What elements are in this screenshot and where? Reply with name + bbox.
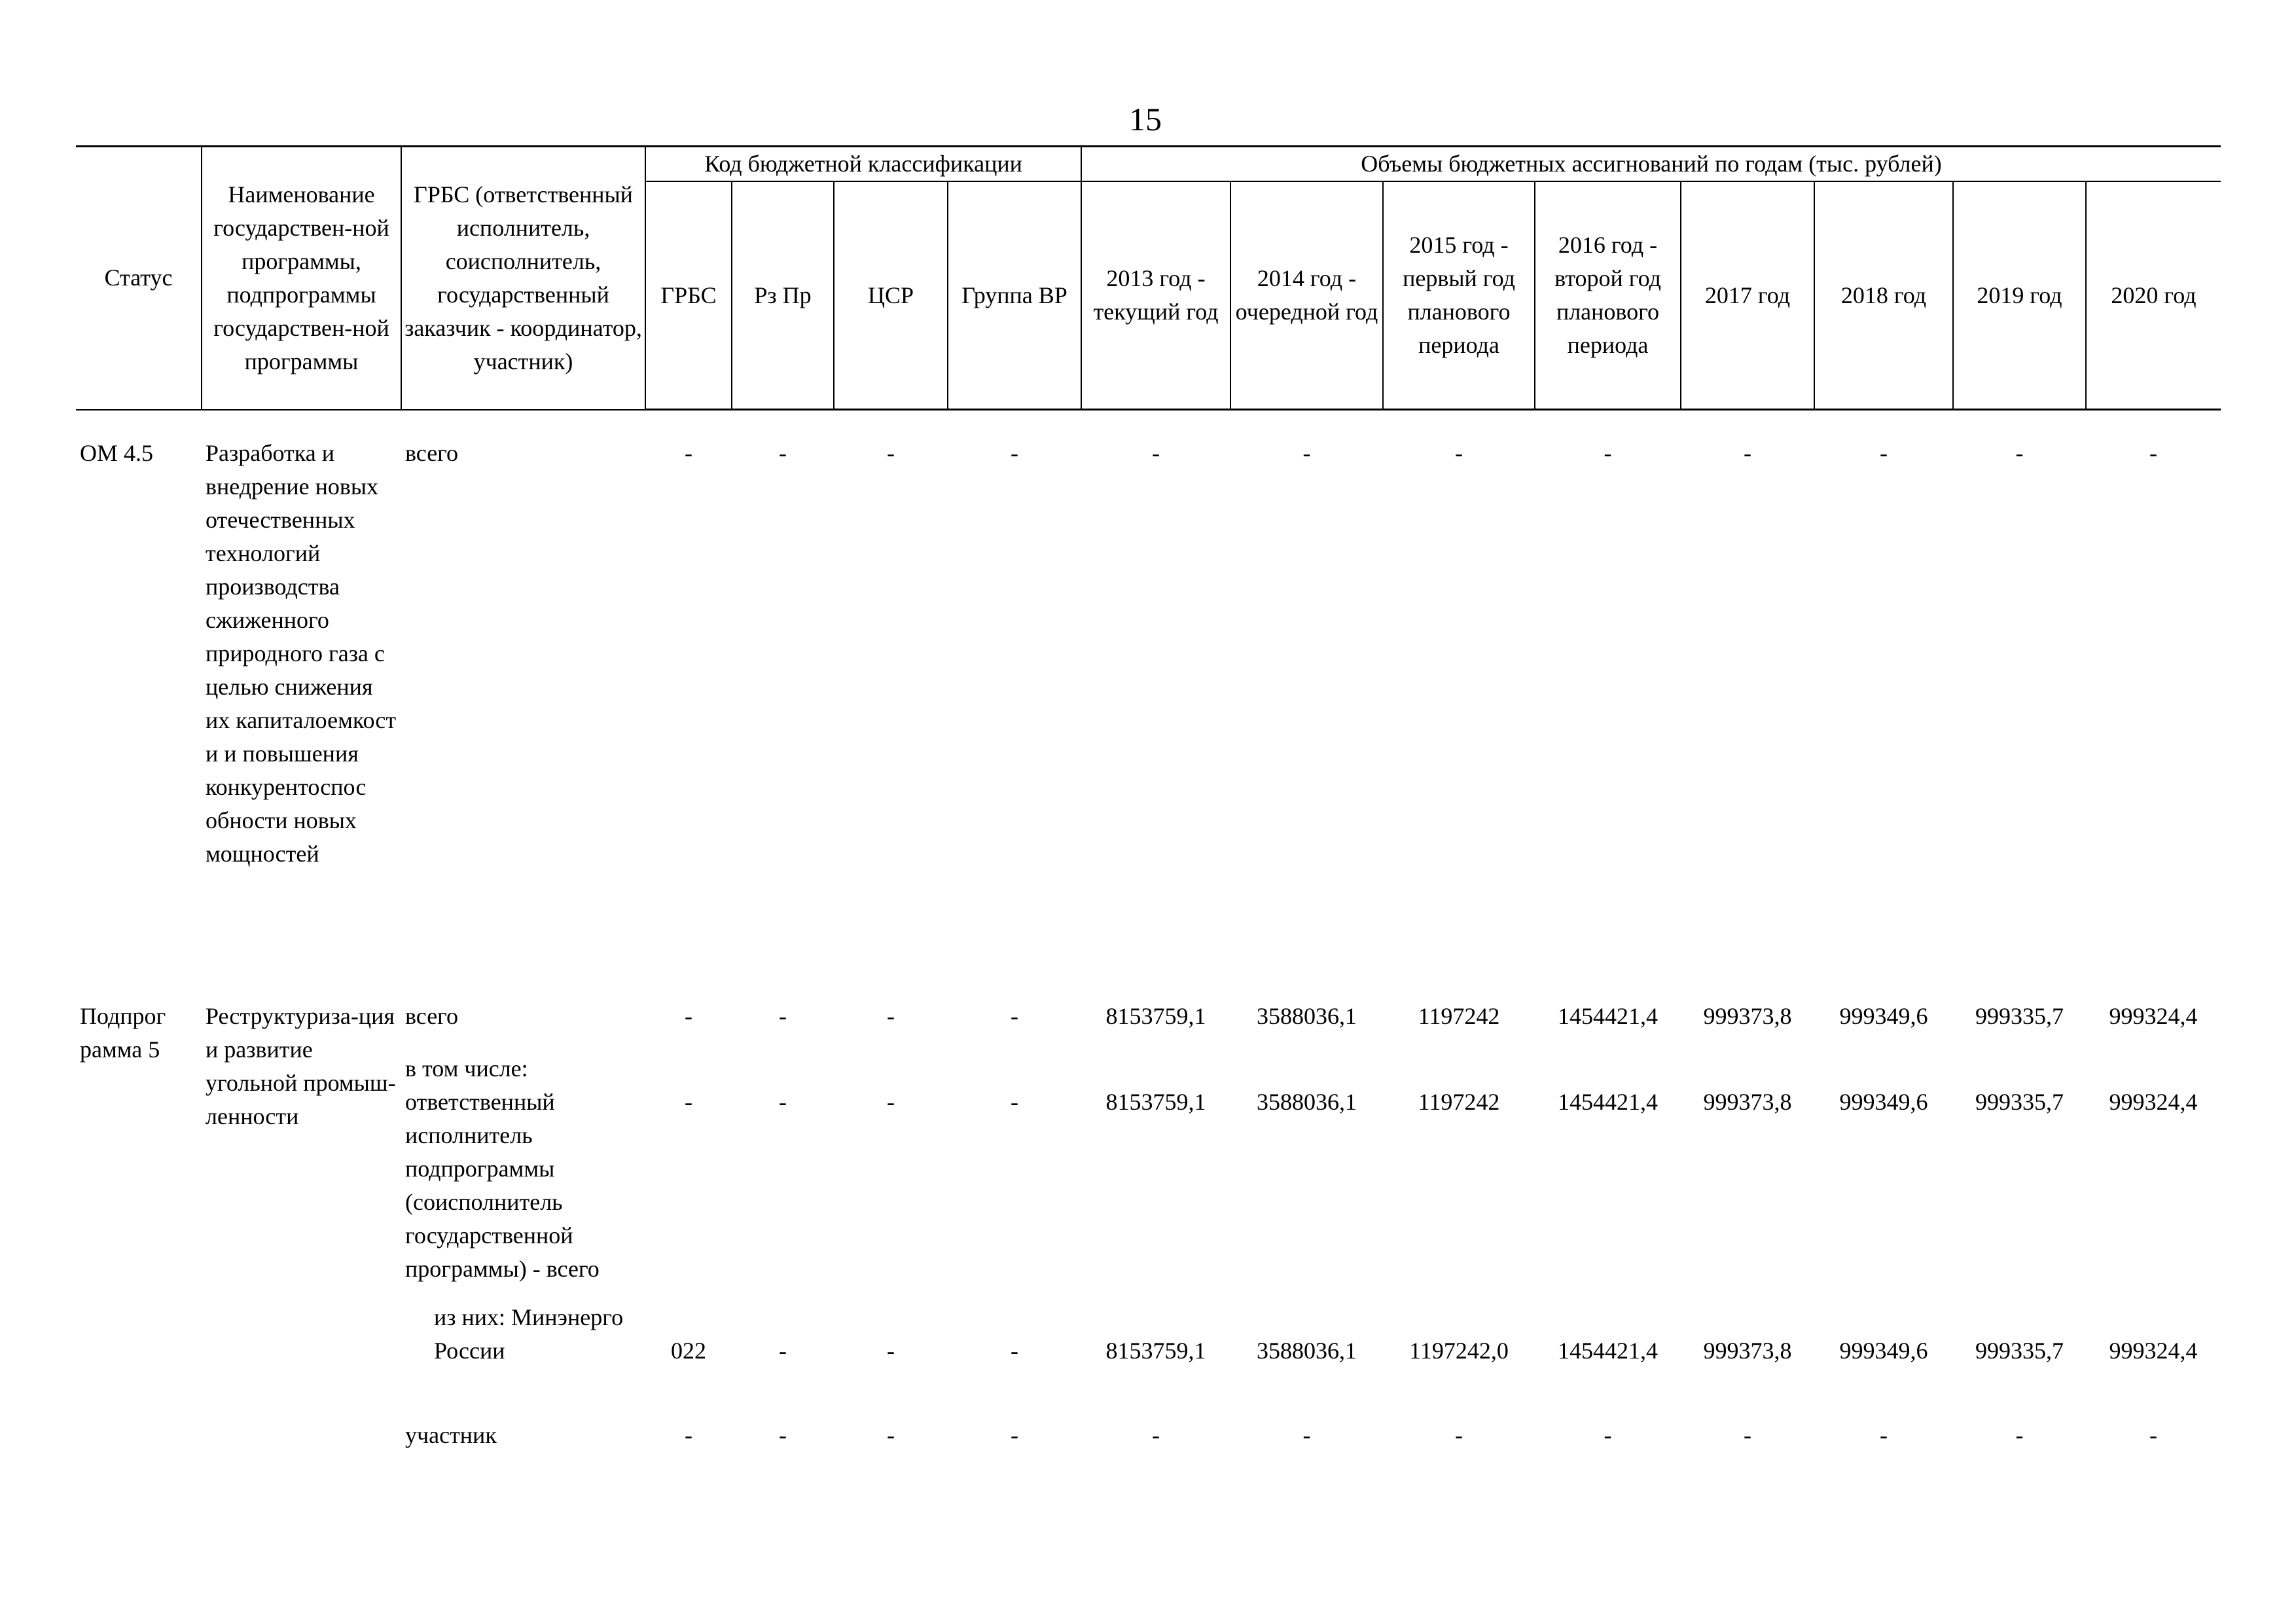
row-value-2014: -	[1302, 1422, 1311, 1448]
header-year-2018: 2018 год	[1814, 181, 1953, 410]
row-value-2013: -	[1152, 1422, 1160, 1448]
header-year-2014: 2014 год - очередной год	[1230, 181, 1383, 410]
header-code-csr: ЦСР	[834, 181, 948, 410]
header-year-2015: 2015 год - первый год планового периода	[1383, 181, 1535, 410]
row-value-2020: 999324,4	[2109, 1338, 2198, 1364]
row-code-grbs: -	[685, 1003, 692, 1029]
row-name	[202, 1419, 401, 1471]
row-code-rzpr: -	[779, 1422, 787, 1448]
row-value-2014: -	[1302, 440, 1311, 466]
row-value-2019: 999335,7	[1975, 1338, 2064, 1364]
row-value-2015: 1197242,0	[1409, 1338, 1509, 1364]
header-status: Статус	[76, 147, 202, 410]
row-value-2018: 999349,6	[1839, 1338, 1928, 1364]
row-value-2017: -	[1744, 440, 1751, 466]
row-value-2018: 999349,6	[1839, 1089, 1928, 1115]
row-value-2016: 1454421,4	[1558, 1003, 1658, 1029]
row-code-vr: -	[1011, 1089, 1018, 1115]
header-year-2013: 2013 год - текущий год	[1081, 181, 1230, 410]
row-value-2015: -	[1455, 440, 1463, 466]
row-value-2017: 999373,8	[1703, 1338, 1792, 1364]
row-value-2014: 3588036,1	[1257, 1338, 1357, 1364]
row-value-2019: 999335,7	[1975, 1089, 2064, 1115]
row-value-2017: 999373,8	[1703, 1089, 1792, 1115]
row-value-2016: 1454421,4	[1558, 1089, 1658, 1115]
row-value-2018: -	[1880, 1422, 1888, 1448]
row-value-2015: -	[1455, 1422, 1463, 1448]
row-responsible: из них: Минэнерго России	[434, 1304, 624, 1364]
table-row	[76, 1000, 2221, 1052]
row-code-grbs: -	[685, 440, 692, 466]
row-responsible: всего	[405, 440, 459, 466]
table-row	[76, 437, 2221, 1000]
row-code-csr: -	[887, 1422, 895, 1448]
header-year-2017: 2017 год	[1681, 181, 1814, 410]
row-code-grbs: -	[685, 1089, 692, 1115]
row-code-rzpr: -	[779, 440, 787, 466]
row-responsible: участник	[405, 1422, 497, 1448]
header-year-2016: 2016 год - второй год планового периода	[1535, 181, 1681, 410]
row-value-2018: 999349,6	[1839, 1003, 1928, 1029]
row-value-2014: 3588036,1	[1257, 1089, 1357, 1115]
row-value-2013: -	[1152, 440, 1160, 466]
spacer	[76, 410, 2221, 437]
row-value-2018: -	[1880, 440, 1888, 466]
row-code-csr: -	[887, 1089, 895, 1115]
row-code-vr: -	[1011, 1338, 1018, 1364]
header-code-vr: Группа ВР	[948, 181, 1081, 410]
row-responsible: в том числе: ответственный исполнитель подпрограммы (соисполнитель государственной программы) - всего	[405, 1055, 600, 1282]
row-code-vr: -	[1011, 1003, 1018, 1029]
header-year-2019: 2019 год	[1953, 181, 2086, 410]
row-name: Разработка и внедрение новых отечественных технологий производства сжиженного природного газа с целью снижения их капиталоемкост и и повышения конкурентоспос обности новых мощностей	[206, 440, 397, 867]
row-value-2016: -	[1604, 1422, 1612, 1448]
row-value-2014: 3588036,1	[1257, 1003, 1357, 1029]
row-code-csr: -	[887, 1338, 895, 1364]
budget-table	[76, 145, 2221, 1471]
row-code-rzpr: -	[779, 1003, 787, 1029]
row-code-csr: -	[887, 440, 895, 466]
row-code-grbs: 022	[671, 1338, 706, 1364]
row-name: Реструктуриза-ция и развитие угольной промыш-ленности	[206, 1003, 396, 1129]
row-code-grbs: -	[685, 1422, 692, 1448]
row-value-2020: 999324,4	[2109, 1003, 2198, 1029]
header-grbs-responsible: ГРБС (ответственный исполнитель, соисполнитель, государственный заказчик - координатор, участник)	[401, 147, 645, 410]
table-row	[76, 1419, 2221, 1471]
row-value-2019: 999335,7	[1975, 1003, 2064, 1029]
row-responsible: всего	[405, 1003, 459, 1029]
header-budget-code-group: Код бюджетной классификации	[645, 147, 1081, 182]
row-value-2019: -	[2015, 1422, 2024, 1448]
row-value-2015: 1197242	[1418, 1003, 1500, 1029]
row-code-rzpr: -	[779, 1338, 787, 1364]
row-value-2019: -	[2015, 440, 2024, 466]
table-header	[76, 147, 2221, 410]
page-number: 15	[1129, 101, 1162, 137]
row-value-2013: 8153759,1	[1105, 1003, 1206, 1029]
row-status	[76, 1419, 202, 1471]
row-value-2016: -	[1604, 440, 1612, 466]
row-value-2017: 999373,8	[1703, 1003, 1792, 1029]
header-program-name: Наименование государствен-ной программы, подпрограммы государствен-ной программы	[202, 147, 401, 410]
row-value-2020: 999324,4	[2109, 1089, 2198, 1115]
row-value-2020: -	[2149, 440, 2157, 466]
row-value-2016: 1454421,4	[1558, 1338, 1658, 1364]
header-volumes-group: Объемы бюджетных ассигнований по годам (тыс. рублей)	[1081, 147, 2221, 182]
row-status: Подпрог рамма 5	[80, 1003, 166, 1063]
row-value-2013: 8153759,1	[1105, 1338, 1206, 1364]
header-code-grbs: ГРБС	[645, 181, 732, 410]
row-value-2013: 8153759,1	[1105, 1089, 1206, 1115]
header-code-rzpr: Рз Пр	[732, 181, 834, 410]
header-year-2020: 2020 год	[2086, 181, 2221, 410]
row-status: ОМ 4.5	[80, 440, 154, 466]
row-value-2015: 1197242	[1418, 1089, 1500, 1115]
row-value-2017: -	[1744, 1422, 1751, 1448]
row-code-vr: -	[1011, 440, 1018, 466]
row-code-vr: -	[1011, 1422, 1018, 1448]
row-code-csr: -	[887, 1003, 895, 1029]
row-value-2020: -	[2149, 1422, 2157, 1448]
row-code-rzpr: -	[779, 1089, 787, 1115]
